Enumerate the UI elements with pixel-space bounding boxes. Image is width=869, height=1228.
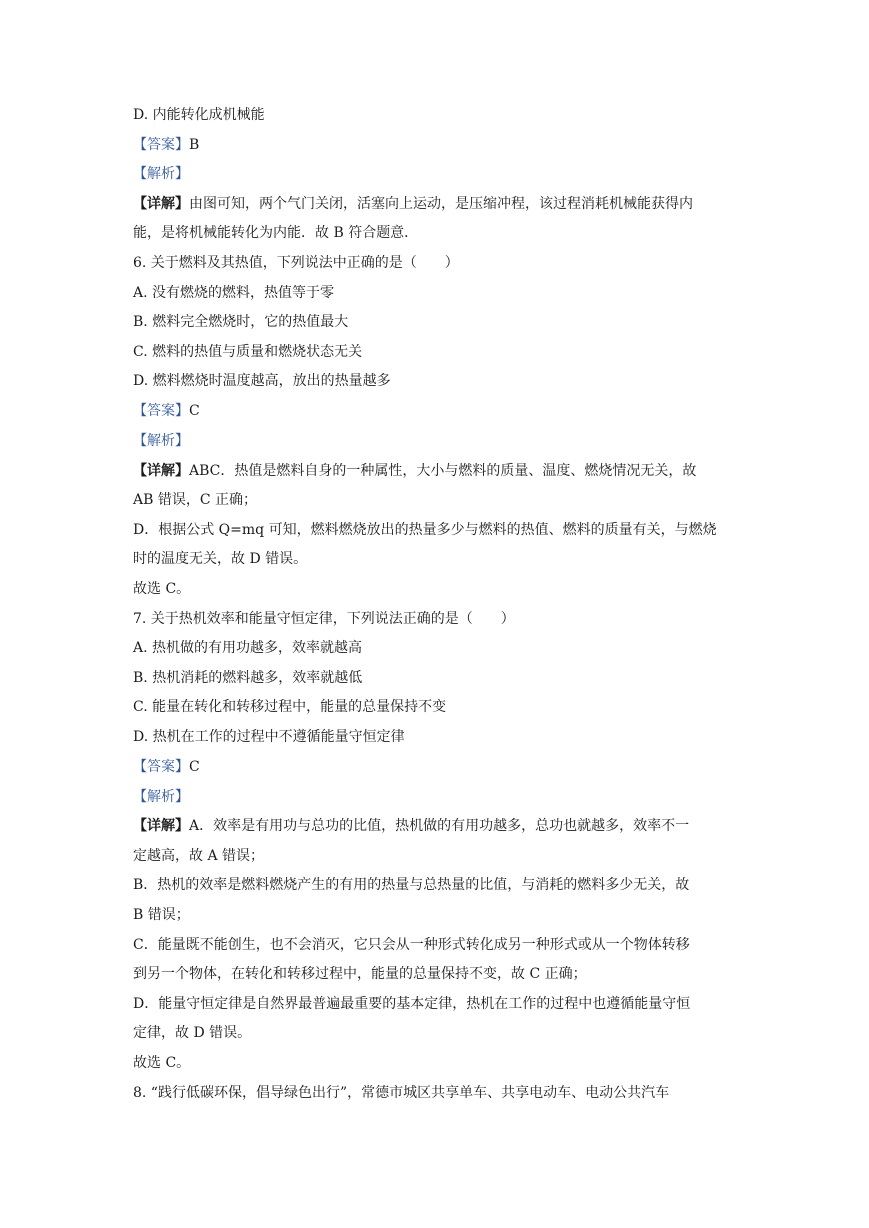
line-text: 故选 C。: [133, 581, 191, 597]
text-line: [133, 106, 743, 124]
line-text: D．能量守恒定律是自然界最普遍最重要的基本定律，热机在工作的过程中也遵循能量守恒: [133, 996, 691, 1012]
line-text: A．效率是有用功与总功的比值，热机做的有用功越多，总功也就越多，效率不一: [189, 818, 690, 834]
line-text: D. 内能转化成机械能: [133, 107, 265, 123]
line-text: A. 没有燃烧的燃料，热值等于零: [133, 285, 335, 301]
section-label: 【解析】: [133, 166, 189, 182]
line-text: 能，是将机械能转化为内能．故 B 符合题意．: [133, 225, 419, 241]
text-line: [133, 402, 743, 420]
line-text: 7. 关于热机效率和能量守恒定律，下列说法正确的是（ ）: [133, 611, 515, 627]
text-line: [133, 195, 743, 213]
text-line: [133, 1054, 743, 1072]
line-text: 故选 C。: [133, 1055, 191, 1071]
section-label: 【详解】: [133, 463, 189, 479]
text-line: [133, 462, 743, 480]
section-label: 【详解】: [133, 196, 189, 212]
line-text: C: [189, 759, 200, 775]
text-line: [133, 995, 743, 1013]
line-text: 由图可知，两个气门关闭，活塞向上运动，是压缩冲程，该过程消耗机械能获得内: [189, 196, 693, 212]
line-text: 时的温度无关，故 D 错误。: [133, 551, 308, 567]
text-line: [133, 698, 743, 716]
line-text: 6. 关于燃料及其热值，下列说法中正确的是（ ）: [133, 255, 459, 271]
line-text: B: [189, 137, 200, 153]
text-line: [133, 491, 743, 509]
text-line: [133, 254, 743, 272]
text-line: [133, 343, 743, 361]
line-text: A. 热机做的有用功越多，效率就越高: [133, 640, 363, 656]
text-line: [133, 521, 743, 539]
line-text: C. 能量在转化和转移过程中，能量的总量保持不变: [133, 699, 447, 715]
line-text: B 错误；: [133, 907, 190, 923]
line-text: D. 燃料燃烧时温度越高，放出的热量越多: [133, 373, 391, 389]
line-text: D．根据公式 Q=mq 可知，燃料燃烧放出的热量多少与燃料的热值、燃料的质量有关，与燃烧: [133, 522, 717, 538]
line-text: D. 热机在工作的过程中不遵循能量守恒定律: [133, 729, 405, 745]
text-line: [133, 847, 743, 865]
line-text: 8. “践行低碳环保，倡导绿色出行”，常德市城区共享单车、共享电动车、电动公共汽车: [133, 1085, 670, 1101]
line-text: C: [189, 403, 200, 419]
text-line: [133, 550, 743, 568]
text-line: [133, 936, 743, 954]
line-text: B. 燃料完全燃烧时，它的热值最大: [133, 314, 349, 330]
text-line: [133, 432, 743, 450]
line-text: 定律，故 D 错误。: [133, 1025, 252, 1041]
text-line: [133, 965, 743, 983]
line-text: B. 热机消耗的燃料越多，效率就越低: [133, 670, 363, 686]
text-line: [133, 876, 743, 894]
text-line: [133, 1024, 743, 1042]
line-text: 定越高，故 A 错误；: [133, 848, 265, 864]
section-label: 【详解】: [133, 818, 189, 834]
section-label: 【答案】: [133, 759, 189, 775]
text-line: [133, 284, 743, 302]
section-label: 【答案】: [133, 403, 189, 419]
text-line: [133, 669, 743, 687]
text-line: [133, 313, 743, 331]
text-line: [133, 788, 743, 806]
line-text: AB 错误，C 正确；: [133, 492, 258, 508]
section-label: 【答案】: [133, 137, 189, 153]
text-line: [133, 372, 743, 390]
text-line: [133, 906, 743, 924]
text-line: [133, 610, 743, 628]
text-line: [133, 728, 743, 746]
line-text: C．能量既不能创生，也不会消灭，它只会从一种形式转化成另一种形式或从一个物体转移: [133, 937, 690, 953]
section-label: 【解析】: [133, 789, 189, 805]
line-text: B．热机的效率是燃料燃烧产生的有用的热量与总热量的比值，与消耗的燃料多少无关，故: [133, 877, 690, 893]
line-text: ABC．热值是燃料自身的一种属性，大小与燃料的质量、温度、燃烧情况无关，故: [189, 463, 697, 479]
line-text: 到另一个物体，在转化和转移过程中，能量的总量保持不变，故 C 正确；: [133, 966, 587, 982]
text-line: [133, 580, 743, 598]
text-line: [133, 639, 743, 657]
text-line: [133, 1084, 743, 1102]
section-label: 【解析】: [133, 433, 189, 449]
text-line: [133, 136, 743, 154]
text-line: [133, 165, 743, 183]
text-line: [133, 758, 743, 776]
text-line: [133, 817, 743, 835]
text-line: [133, 224, 743, 242]
line-text: C. 燃料的热值与质量和燃烧状态无关: [133, 344, 363, 360]
